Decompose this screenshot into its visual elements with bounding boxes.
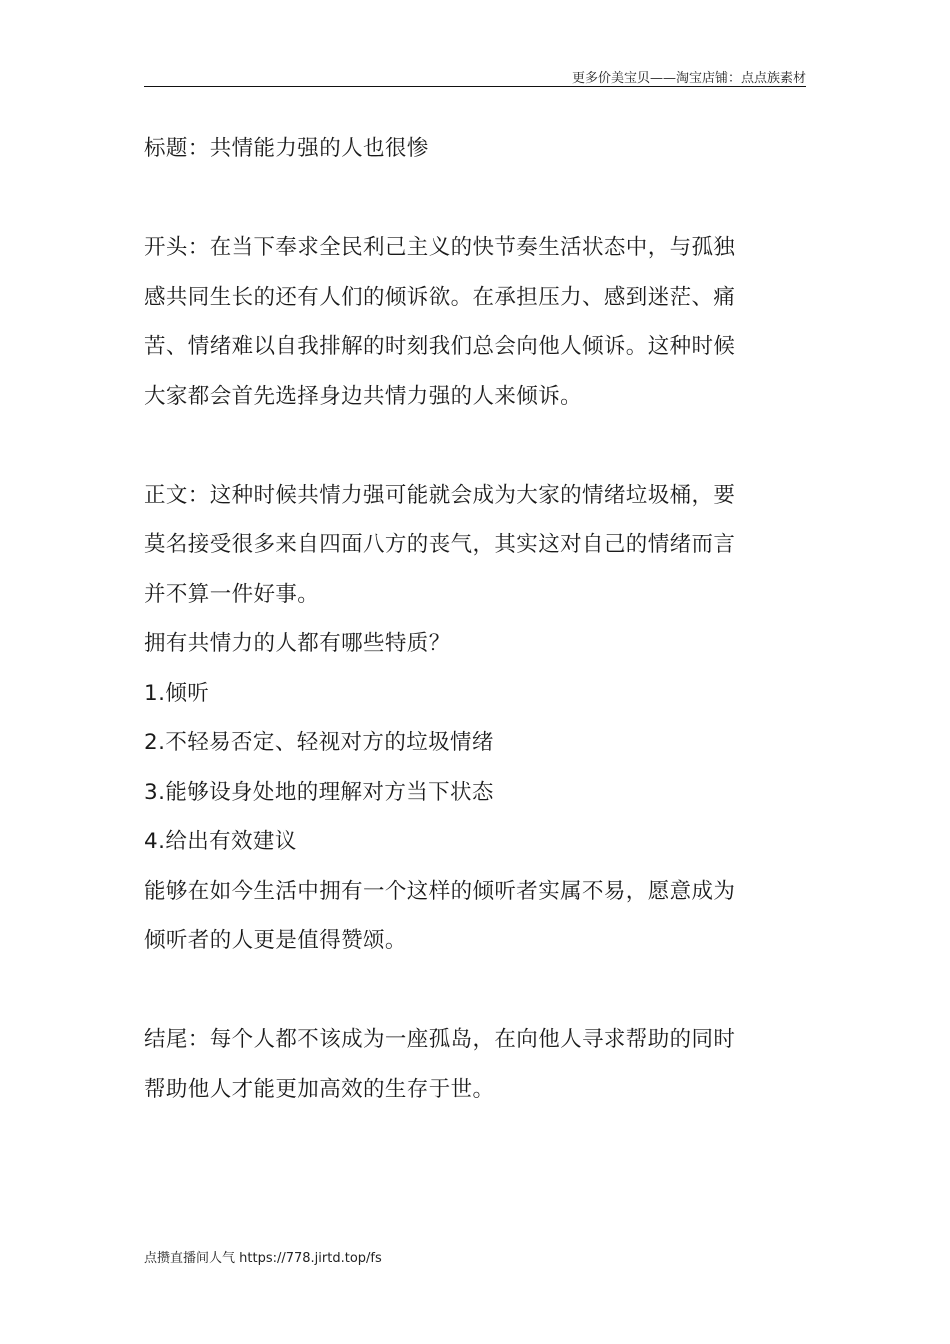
trait-item-3: 3.能够设身处地的理解对方当下状态 <box>144 779 494 805</box>
trait-item-2: 2.不轻易否定、轻视对方的垃圾情绪 <box>144 730 494 755</box>
ending-line-1: 结尾：每个人都不该成为一座孤岛，在向他人寻求帮助的同时 <box>144 1027 736 1052</box>
title-line: 标题：共情能力强的人也很惨 <box>144 136 429 161</box>
body-line-1: 正文：这种时候共情力强可能就会成为大家的情绪垃圾桶，要 <box>144 482 736 508</box>
trait-item-4: 4.给出有效建议 <box>144 829 297 854</box>
opening-line-3: 苦、情绪难以自我排解的时刻我们总会向他人倾诉。这种时候 <box>144 334 736 359</box>
paragraph-gap <box>144 966 806 1016</box>
opening-line-4: 大家都会首先选择身边共情力强的人来倾诉。 <box>144 383 583 409</box>
ending-line-2: 帮助他人才能更加高效的生存于世。 <box>144 1076 495 1102</box>
opening-line-2: 感共同生长的还有人们的倾诉欲。在承担压力、感到迷茫、痛 <box>144 284 736 310</box>
praise-line-2: 倾听者的人更是值得赞颂。 <box>144 928 407 953</box>
header-divider <box>144 86 806 87</box>
body-line-3: 并不算一件好事。 <box>144 581 320 607</box>
trait-item-1: 1.倾听 <box>144 680 210 706</box>
paragraph-gap <box>144 421 806 471</box>
praise-line-1: 能够在如今生活中拥有一个这样的倾听者实属不易，愿意成为 <box>144 878 736 904</box>
question-line: 拥有共情力的人都有哪些特质？ <box>144 631 451 656</box>
paragraph-gap <box>144 174 806 224</box>
opening-line-1: 开头：在当下奉求全民利己主义的快节奏生活状态中，与孤独 <box>144 235 736 260</box>
page-footer: 点攒直播间人气 https://778.jirtd.top/fs <box>144 1251 382 1266</box>
body-line-2: 莫名接受很多来自四面八方的丧气，其实这对自己的情绪而言 <box>144 532 736 557</box>
page-header: 更多价美宝贝——淘宝店铺：点点族素材 <box>571 71 806 86</box>
document-body <box>144 124 806 1114</box>
